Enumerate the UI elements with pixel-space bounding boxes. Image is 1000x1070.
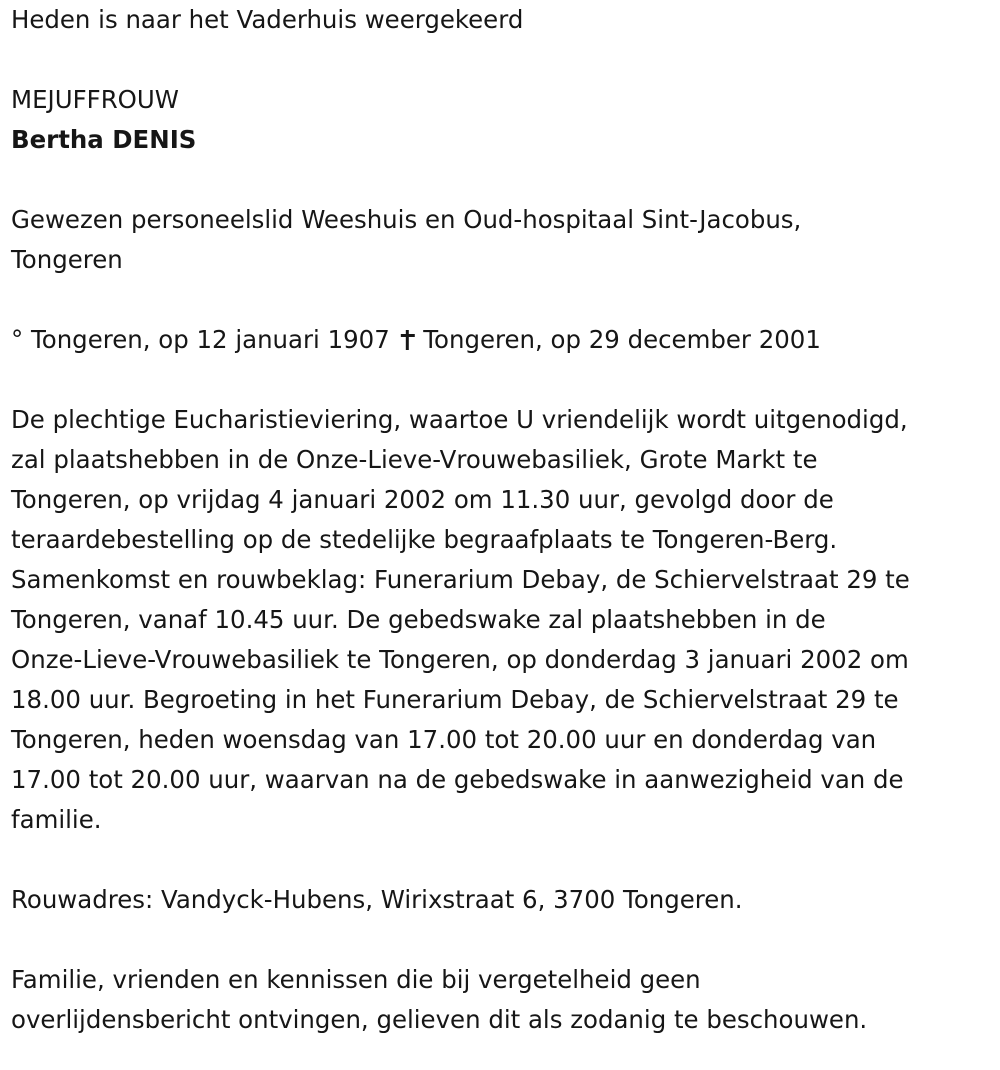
ceremony-line-8: 18.00 uur. Begroeting in het Funerarium Debay, de Schiervelstraat 29 te <box>11 685 899 714</box>
deceased-name: Bertha DENIS <box>11 125 197 154</box>
intro-line: Heden is naar het Vaderhuis weergekeerd <box>11 5 524 34</box>
dates-line <box>11 320 993 360</box>
cross-icon <box>401 330 415 350</box>
spacer <box>11 160 996 200</box>
ceremony-line-4: teraardebestelling op de stedelijke begraafplaats te Tongeren-Berg. <box>11 525 838 554</box>
ceremony-line-7: Onze-Lieve-Vrouwebasiliek te Tongeren, op donderdag 3 januari 2002 om <box>11 645 909 674</box>
spacer <box>11 40 996 80</box>
title-word: MEJUFFROUW <box>11 85 179 114</box>
mourning-address: Rouwadres: Vandyck-Hubens, Wirixstraat 6, 3700 Tongeren. <box>11 885 743 914</box>
ceremony-line-5: Samenkomst en rouwbeklag: Funerarium Debay, de Schiervelstraat 29 te <box>11 565 910 594</box>
closing-line-1: Familie, vrienden en kennissen die bij vergetelheid geen <box>11 965 701 994</box>
spacer <box>11 360 996 400</box>
ceremony-line-2: zal plaatshebben in de Onze-Lieve-Vrouwebasiliek, Grote Markt te <box>11 445 818 474</box>
ceremony-line-10: 17.00 tot 20.00 uur, waarvan na de gebedswake in aanwezigheid van de <box>11 765 904 794</box>
ceremony-line-3: Tongeren, op vrijdag 4 januari 2002 om 11.30 uur, gevolgd door de <box>11 485 834 514</box>
birth-marker: ° <box>11 325 24 354</box>
closing-line-2: overlijdensbericht ontvingen, gelieven dit als zodanig te beschouwen. <box>11 1005 868 1034</box>
spacer <box>11 920 996 960</box>
death-info: Tongeren, op 29 december 2001 <box>423 325 821 354</box>
occupation-line-1: Gewezen personeelslid Weeshuis en Oud-hospitaal Sint-Jacobus, <box>11 205 802 234</box>
ceremony-line-9: Tongeren, heden woensdag van 17.00 tot 20.00 uur en donderdag van <box>11 725 877 754</box>
birth-info: Tongeren, op 12 januari 1907 <box>30 325 390 354</box>
occupation-line-2: Tongeren <box>11 245 123 274</box>
ceremony-line-11: familie. <box>11 805 102 834</box>
spacer <box>11 840 996 880</box>
ceremony-line-6: Tongeren, vanaf 10.45 uur. De gebedswake zal plaatshebben in de <box>11 605 826 634</box>
death-notice <box>11 0 996 1040</box>
spacer <box>11 280 996 320</box>
ceremony-line-1: De plechtige Eucharistieviering, waartoe U vriendelijk wordt uitgenodigd, <box>11 405 908 434</box>
